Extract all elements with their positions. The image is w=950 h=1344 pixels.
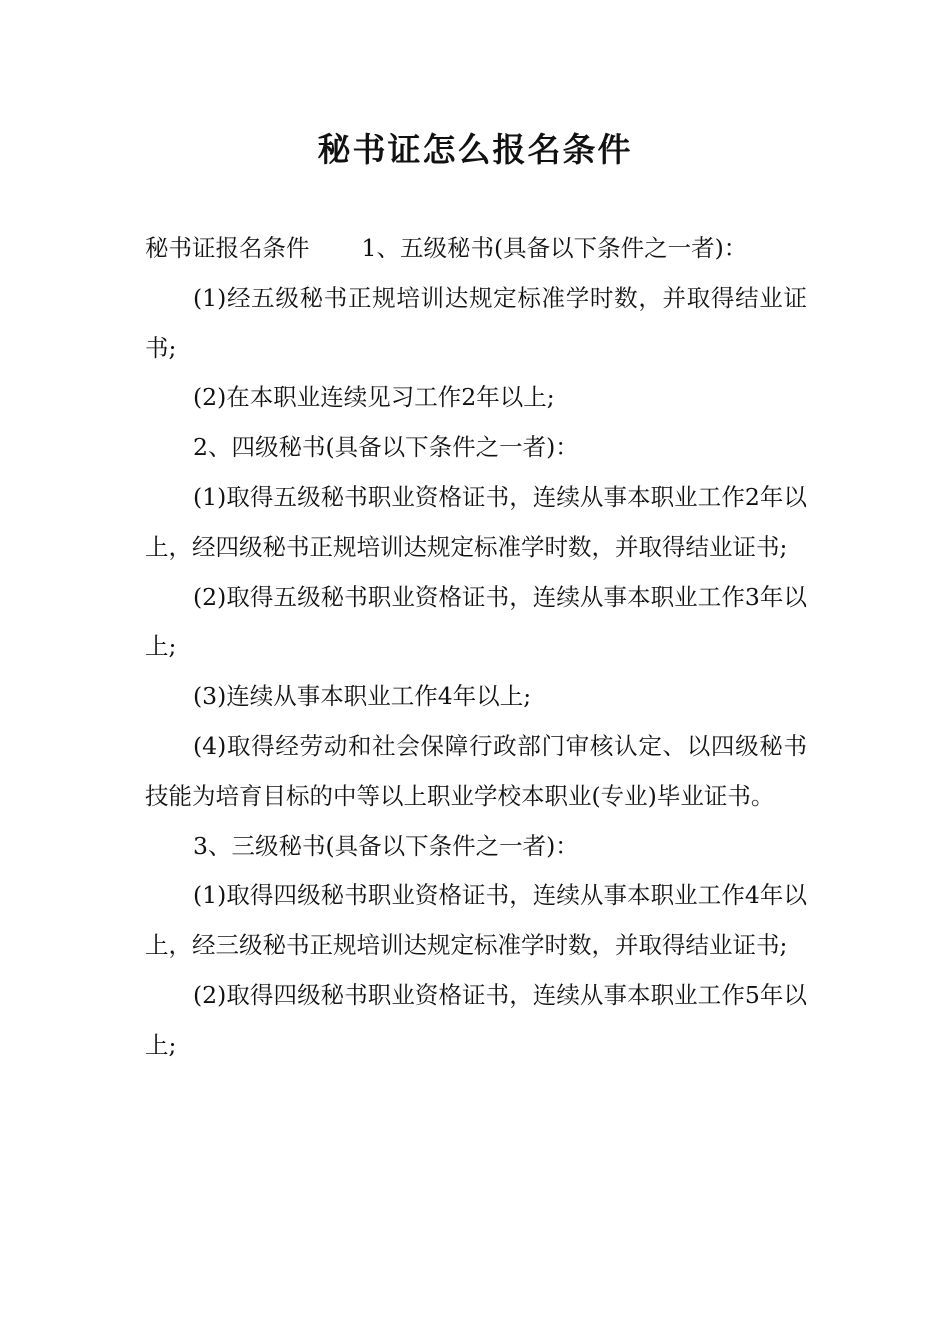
document-body xyxy=(145,224,807,1071)
paragraph-8: 3、三级秘书(具备以下条件之一者)： xyxy=(193,831,579,860)
paragraph-7: (4)取得经劳动和社会保障行政部门审核认定、以四级秘书技能为培育目标的中等以上职业学校本职业(专业)毕业证书。 xyxy=(145,731,807,810)
intro-label: 秘书证报名条件 xyxy=(145,234,310,262)
paragraph-9: (1)取得四级秘书职业资格证书，连续从事本职业工作4年以上，经三级秘书正规培训达规定标准学时数，并取得结业证书; xyxy=(145,881,807,960)
paragraph-6: (3)连续从事本职业工作4年以上; xyxy=(193,682,532,711)
document-title: 秘书证怎么报名条件 xyxy=(317,130,633,169)
paragraph-4: (1)取得五级秘书职业资格证书，连续从事本职业工作2年以上，经四级秘书正规培训达规定标准学时数，并取得结业证书; xyxy=(145,482,807,561)
paragraph-10: (2)取得四级秘书职业资格证书，连续从事本职业工作5年以上; xyxy=(145,980,807,1059)
paragraph-1: (1)经五级秘书正规培训达规定标准学时数，并取得结业证书; xyxy=(145,283,807,362)
intro-text: 1、五级秘书(具备以下条件之一者)： xyxy=(361,234,748,262)
paragraph-3: 2、四级秘书(具备以下条件之一者)： xyxy=(193,433,579,462)
paragraph-2: (2)在本职业连续见习工作2年以上; xyxy=(193,383,555,412)
paragraph-5: (2)取得五级秘书职业资格证书，连续从事本职业工作3年以上; xyxy=(145,582,807,661)
intro-paragraph xyxy=(145,224,807,274)
